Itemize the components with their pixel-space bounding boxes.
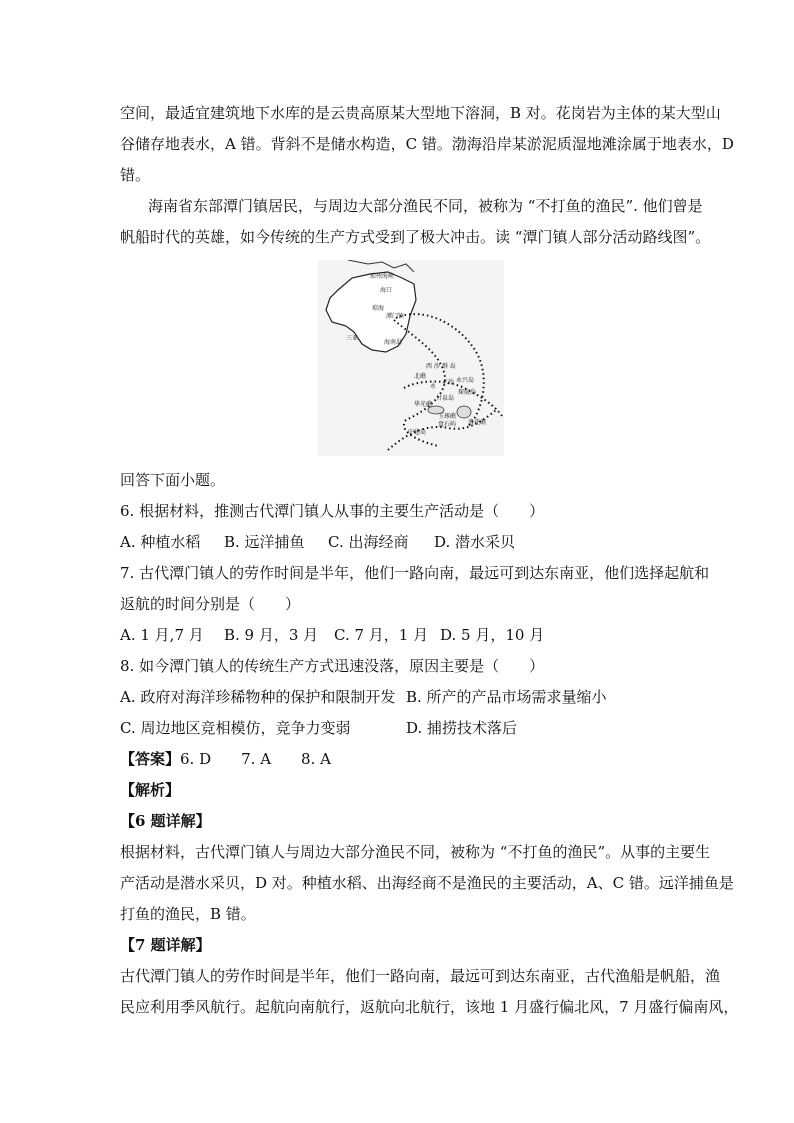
text-line: 海南省东部潭门镇居民，与周边大部分渔民不同，被称为 “不打鱼的渔民”. 他们曾是 [148,197,703,215]
option-b: B. 所产的产品市场需求量缩小 [406,688,607,706]
map-label: 浪花礁 [468,419,487,426]
map-label: 琼海 [372,305,385,312]
map-label: 北礁 [414,373,427,380]
option-b: B. 远洋捕鱼 [224,533,305,551]
detail-6-label: 【6 题详解】 [120,812,211,830]
map-label: 三沙 [442,379,455,386]
map-label: 甘泉岛 [436,395,455,402]
text-line: 帆船时代的英雄，如今传统的生产方式受到了极大冲击。读 “潭门镇人部分活动路线图”。 [120,228,711,246]
map-label: 琼州海峡 [370,273,395,280]
text-line: 谷储存地表水，A 错。背斜不是储水构造，C 错。渤海沿岸某淤泥质湿地滩涂属于地表水，D [120,135,734,153]
option-a: A. 种植水稻 [120,533,201,551]
option-c: C. 出海经商 [328,533,409,551]
map-label: 永 [430,383,437,390]
option-a: A. 政府对海洋珍稀物种的保护和限制开发 [120,688,396,706]
map-label: 华光礁 [414,401,433,408]
question-8-stem: 8. 如今潭门镇人的传统生产方式迅速没落，原因主要是（ ） [120,657,545,675]
answer-text: 6. D 7. A 8. A [180,750,331,768]
text-line: 空间，最适宜建筑地下水库的是云贵高原某大型地下溶洞，B 对。花岗岩为主体的某大型山 [120,104,721,122]
text-line: 产活动是潜水采贝，D 对。种植水稻、出海经商不是渔民的主要活动，A、C 错。远洋捕鱼是 [120,874,734,892]
option-c: C. 7 月，1 月 [334,626,429,644]
option-b: B. 9 月，3 月 [224,626,319,644]
option-d: D. 潜水采贝 [434,533,516,551]
question-6-stem: 6. 根据材料，推测古代潭门镇人从事的主要生产活动是（ ） [120,502,545,520]
question-7-stem: 7. 古代潭门镇人的劳作时间是半年，他们一路向南，最远可到达东南亚，他们选择起航和 [120,564,710,582]
text-line: 根据材料，古代潭门镇人与周边大部分渔民不同，被称为 “不打鱼的渔民”。从事的主要生 [120,843,711,861]
option-d: D. 5 月，10 月 [440,626,545,644]
option-c: C. 周边地区竞相模仿，竞争力变弱 [120,719,351,737]
detail-7-label: 【7 题详解】 [120,936,211,954]
map-label: 玉琢礁 [438,413,457,420]
map-label: 三亚 [346,335,359,342]
analysis-label: 【解析】 [120,781,181,799]
text-line: 古代潭门镇人的劳作时间是半年，他们一路向南，最远可到达东南亚，古代渔船是帆船，渔 [120,967,721,985]
island-shape [457,406,471,418]
text-line: 打鱼的渔民，B 错。 [120,905,256,923]
map-label: 琛航岛 [458,389,477,396]
question-7-stem: 返航的时间分别是（ ） [120,595,301,613]
map-label: 永兴岛 [456,377,475,384]
answer-line [120,749,680,769]
option-a: A. 1 月,7 月 [120,626,204,644]
map-label: 潭门镇 [386,313,405,320]
map-label: 海口 [380,287,393,294]
map-label: 中建岛 [408,429,427,436]
route-map-figure [318,260,504,456]
map-label: 西 沙 群 岛 [426,363,456,370]
text-line: 错。 [120,166,151,184]
text-line: 民应利用季风航行。起航向南航行，返航向北航行，该地 1 月盛行偏北风，7 月盛行偏南风， [120,998,739,1016]
answer-label: 【答案】 [120,750,181,768]
map-label: 盘石屿 [438,421,457,428]
map-label: 海南岛 [384,339,403,346]
option-d: D. 捕捞技术落后 [406,719,518,737]
text-line: 回答下面小题。 [120,471,226,489]
